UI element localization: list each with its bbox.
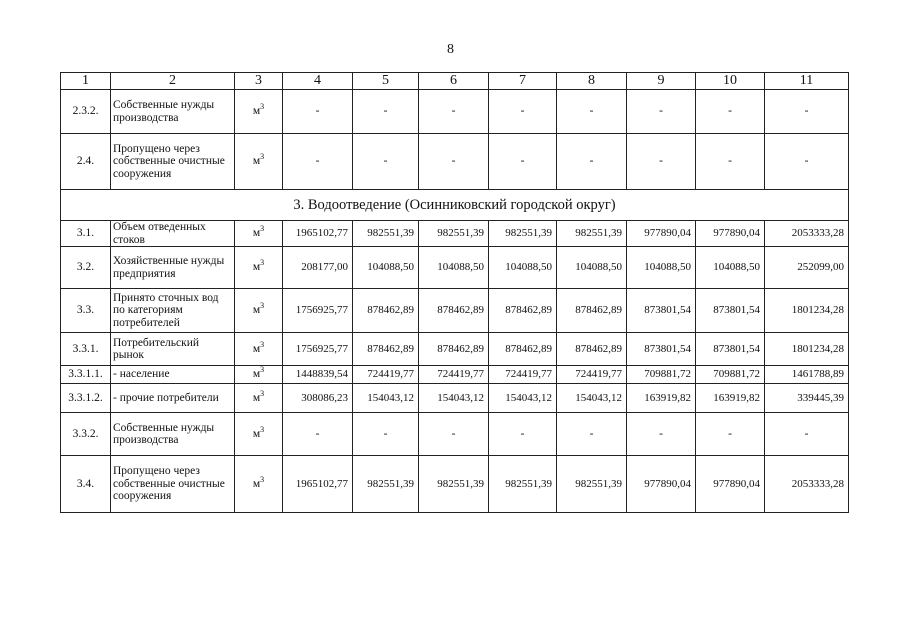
value-cell: 982551,39 [489, 221, 557, 247]
value-cell: 709881,72 [627, 366, 696, 384]
unit-text: м [252, 342, 261, 355]
table-row [61, 413, 849, 456]
row-number: 3.1. [61, 221, 111, 247]
value-cell: - [283, 90, 353, 134]
value-cell: 878462,89 [557, 289, 627, 333]
row-label: - население [111, 366, 235, 384]
value-cell: 878462,89 [419, 333, 489, 366]
unit-superscript: 3 [260, 102, 265, 112]
value-cell: 724419,77 [419, 366, 489, 384]
column-header: 3 [235, 73, 283, 90]
unit-cell [235, 90, 283, 134]
row-number: 3.3.2. [61, 413, 111, 456]
row-label: Собственные нужды производства [111, 90, 235, 134]
unit-superscript: 3 [260, 152, 265, 162]
unit-text: м [252, 368, 261, 381]
value-cell: 154043,12 [489, 384, 557, 413]
unit-superscript: 3 [260, 339, 265, 349]
value-cell: 154043,12 [557, 384, 627, 413]
value-cell: 104088,50 [557, 247, 627, 289]
value-cell: 982551,39 [419, 456, 489, 513]
value-cell: 104088,50 [353, 247, 419, 289]
unit-superscript: 3 [260, 424, 265, 434]
value-cell: 878462,89 [419, 289, 489, 333]
column-header: 6 [419, 73, 489, 90]
unit-superscript: 3 [260, 388, 265, 398]
row-label: Пропущено через собственные очистные сооружения [111, 134, 235, 190]
table-row [61, 90, 849, 134]
unit-superscript: 3 [260, 258, 265, 268]
value-cell: 982551,39 [353, 456, 419, 513]
value-cell: 1965102,77 [283, 221, 353, 247]
unit-cell [235, 221, 283, 247]
table-row [61, 134, 849, 190]
column-header: 1 [61, 73, 111, 90]
value-cell: 724419,77 [489, 366, 557, 384]
value-cell: 104088,50 [627, 247, 696, 289]
value-cell: 982551,39 [557, 456, 627, 513]
column-header: 10 [696, 73, 765, 90]
value-cell: - [353, 90, 419, 134]
value-cell: 154043,12 [353, 384, 419, 413]
value-cell: 982551,39 [419, 221, 489, 247]
unit-cell [235, 333, 283, 366]
unit-cell [235, 247, 283, 289]
section-title: 3. Водоотведение (Осинниковский городской округ) [61, 190, 849, 221]
value-cell: - [557, 413, 627, 456]
value-cell: 977890,04 [627, 456, 696, 513]
value-cell: - [489, 413, 557, 456]
unit-cell [235, 384, 283, 413]
row-number: 3.3.1.2. [61, 384, 111, 413]
value-cell: 878462,89 [557, 333, 627, 366]
column-header: 8 [557, 73, 627, 90]
row-label: Собственные нужды производства [111, 413, 235, 456]
unit-text: м [252, 155, 261, 168]
value-cell: - [765, 90, 849, 134]
unit-cell [235, 456, 283, 513]
page-number: 8 [447, 42, 454, 57]
unit-text: м [252, 261, 261, 274]
table-row [61, 366, 849, 384]
column-header: 2 [111, 73, 235, 90]
row-label: Потребительский рынок [111, 333, 235, 366]
row-label: Объем отведенных стоков [111, 221, 235, 247]
value-cell: 878462,89 [353, 289, 419, 333]
value-cell: 982551,39 [557, 221, 627, 247]
value-cell: 982551,39 [489, 456, 557, 513]
value-cell: 2053333,28 [765, 221, 849, 247]
unit-cell [235, 134, 283, 190]
value-cell: 1756925,77 [283, 333, 353, 366]
value-cell: 154043,12 [419, 384, 489, 413]
row-label: Хозяйственные нужды предприятия [111, 247, 235, 289]
value-cell: 873801,54 [627, 333, 696, 366]
row-number: 3.2. [61, 247, 111, 289]
value-cell: 1461788,89 [765, 366, 849, 384]
column-header: 11 [765, 73, 849, 90]
value-cell: 252099,00 [765, 247, 849, 289]
column-header: 7 [489, 73, 557, 90]
table-row [61, 289, 849, 333]
value-cell: 977890,04 [696, 456, 765, 513]
unit-text: м [252, 105, 261, 118]
table-row [61, 384, 849, 413]
unit-superscript: 3 [260, 474, 265, 484]
value-cell: 208177,00 [283, 247, 353, 289]
value-cell: 339445,39 [765, 384, 849, 413]
row-label: Принято сточных вод по категориям потребителей [111, 289, 235, 333]
unit-text: м [252, 391, 261, 404]
value-cell: - [627, 90, 696, 134]
value-cell: 709881,72 [696, 366, 765, 384]
row-number: 2.4. [61, 134, 111, 190]
value-cell: - [489, 90, 557, 134]
row-label: - прочие потребители [111, 384, 235, 413]
value-cell: - [419, 134, 489, 190]
row-label: Пропущено через собственные очистные сооружения [111, 456, 235, 513]
column-header: 9 [627, 73, 696, 90]
value-cell: 873801,54 [696, 333, 765, 366]
value-cell: - [627, 134, 696, 190]
value-cell: - [696, 413, 765, 456]
section-row [61, 190, 849, 221]
value-cell: 982551,39 [353, 221, 419, 247]
value-cell: 873801,54 [696, 289, 765, 333]
value-cell: 2053333,28 [765, 456, 849, 513]
unit-superscript: 3 [260, 365, 265, 375]
unit-text: м [252, 227, 261, 240]
unit-cell [235, 366, 283, 384]
value-cell: - [557, 90, 627, 134]
row-number: 3.4. [61, 456, 111, 513]
value-cell: 1756925,77 [283, 289, 353, 333]
header-row [61, 73, 849, 90]
value-cell: - [557, 134, 627, 190]
column-header: 4 [283, 73, 353, 90]
value-cell: - [696, 134, 765, 190]
value-cell: 977890,04 [696, 221, 765, 247]
value-cell: - [353, 413, 419, 456]
value-cell: - [353, 134, 419, 190]
table-row [61, 221, 849, 247]
value-cell: 878462,89 [489, 333, 557, 366]
row-number: 3.3. [61, 289, 111, 333]
value-cell: - [627, 413, 696, 456]
row-number: 3.3.1. [61, 333, 111, 366]
value-cell: 724419,77 [557, 366, 627, 384]
value-cell: 308086,23 [283, 384, 353, 413]
row-number: 2.3.2. [61, 90, 111, 134]
unit-cell [235, 413, 283, 456]
value-cell: 977890,04 [627, 221, 696, 247]
value-cell: 724419,77 [353, 366, 419, 384]
value-cell: 1448839,54 [283, 366, 353, 384]
unit-text: м [252, 477, 261, 490]
value-cell: - [419, 90, 489, 134]
value-cell: - [765, 413, 849, 456]
table-row [61, 456, 849, 513]
value-cell: 104088,50 [696, 247, 765, 289]
row-number: 3.3.1.1. [61, 366, 111, 384]
unit-superscript: 3 [260, 301, 265, 311]
value-cell: 878462,89 [489, 289, 557, 333]
unit-superscript: 3 [260, 224, 265, 234]
value-cell: - [419, 413, 489, 456]
unit-cell [235, 289, 283, 333]
value-cell: 104088,50 [489, 247, 557, 289]
value-cell: 1965102,77 [283, 456, 353, 513]
value-cell: 1801234,28 [765, 289, 849, 333]
table-row [61, 333, 849, 366]
value-cell: 873801,54 [627, 289, 696, 333]
value-cell: - [489, 134, 557, 190]
column-header: 5 [353, 73, 419, 90]
value-cell: - [283, 413, 353, 456]
value-cell: 1801234,28 [765, 333, 849, 366]
value-cell: - [696, 90, 765, 134]
value-cell: 163919,82 [696, 384, 765, 413]
value-cell: - [283, 134, 353, 190]
value-cell: - [765, 134, 849, 190]
value-cell: 878462,89 [353, 333, 419, 366]
value-cell: 163919,82 [627, 384, 696, 413]
unit-text: м [252, 427, 261, 440]
table-row [61, 247, 849, 289]
value-cell: 104088,50 [419, 247, 489, 289]
unit-text: м [252, 304, 261, 317]
data-table [60, 72, 849, 513]
